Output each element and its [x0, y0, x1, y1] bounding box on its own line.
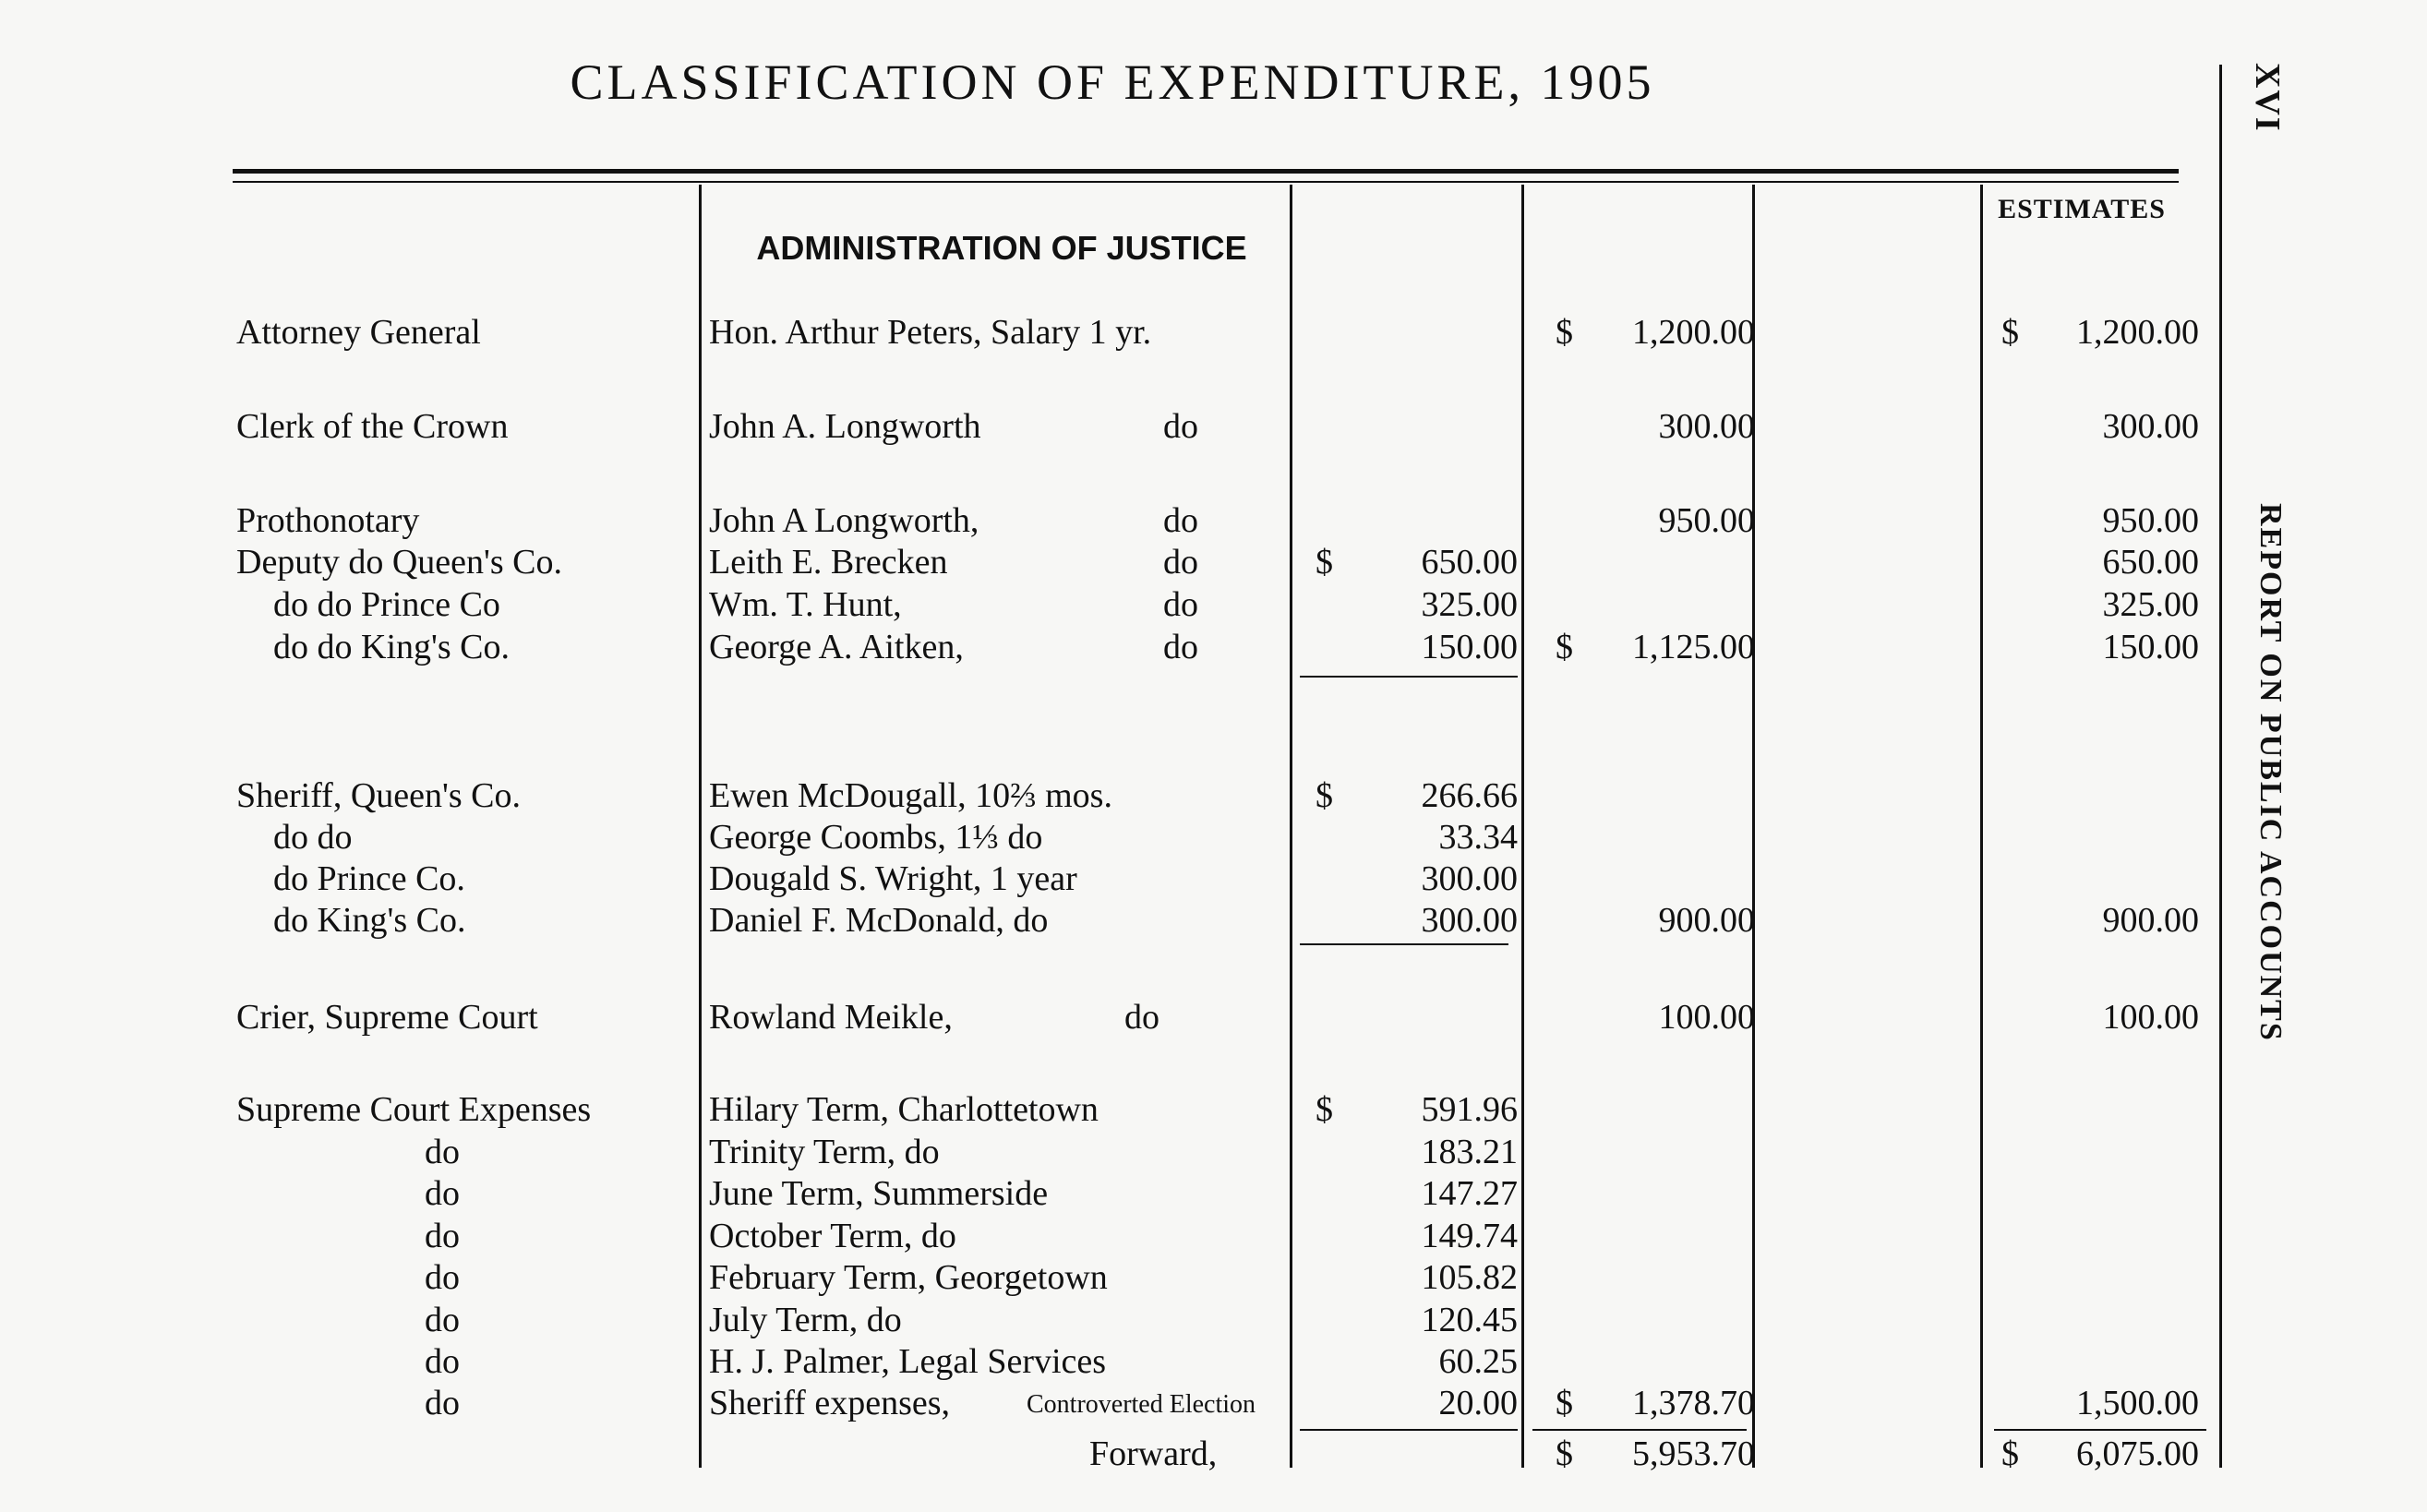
row-payee: Leith E. Brecken [709, 543, 948, 582]
row-note: do [1163, 407, 1198, 446]
row-title: do Prince Co. [273, 859, 465, 898]
row-payee: July Term, do [709, 1301, 902, 1339]
row-payee: October Term, do [709, 1217, 956, 1255]
row-title: Sheriff, Queen's Co. [236, 776, 521, 815]
row-estimate: 1,200.00 [2076, 313, 2199, 352]
row-title: Deputy do Queen's Co. [236, 543, 563, 582]
table-row [0, 627, 2427, 669]
row-amount: 60.25 [1438, 1342, 1518, 1381]
dollar-sign: $ [1556, 1434, 1573, 1473]
table-row [0, 1257, 2427, 1300]
row-subtotal: 950.00 [1658, 501, 1755, 540]
row-estimate: 950.00 [2102, 501, 2199, 540]
row-amount: 650.00 [1421, 543, 1518, 582]
row-payee: Wm. T. Hunt, [709, 585, 902, 624]
row-subtotal: 100.00 [1658, 998, 1755, 1037]
forward-subtotal: 5,953.70 [1632, 1434, 1755, 1473]
row-title: Prothonotary [236, 501, 420, 540]
row-amount: 300.00 [1421, 859, 1518, 898]
row-title: Crier, Supreme Court [236, 998, 538, 1037]
table-row [0, 1341, 2427, 1384]
row-note: Controverted Election [1027, 1390, 1256, 1419]
row-note: do [1124, 998, 1159, 1037]
row-payee: H. J. Palmer, Legal Services [709, 1342, 1107, 1381]
row-payee: Sheriff expenses, [709, 1384, 951, 1422]
row-amount: 150.00 [1421, 628, 1518, 666]
row-title: do [425, 1384, 460, 1422]
row-payee: June Term, Summerside [709, 1174, 1049, 1213]
row-subtotal: 1,200.00 [1632, 313, 1755, 352]
dollar-sign: $ [1556, 1384, 1573, 1422]
table-row [0, 1089, 2427, 1132]
row-title: do do King's Co. [273, 628, 510, 666]
table-row [0, 997, 2427, 1039]
table-row [0, 900, 2427, 942]
table-row [0, 858, 2427, 901]
row-estimate: 150.00 [2102, 628, 2199, 666]
table-row [0, 775, 2427, 818]
table-row [0, 1173, 2427, 1216]
row-title: do [425, 1258, 460, 1297]
table-row [0, 1300, 2427, 1342]
row-amount: 325.00 [1421, 585, 1518, 624]
row-title: do [425, 1174, 460, 1213]
row-note: do [1163, 628, 1198, 666]
table-row [0, 817, 2427, 859]
table-row [0, 500, 2427, 543]
page-title: CLASSIFICATION OF EXPENDITURE, 1905 [570, 54, 1655, 110]
row-amount: 105.82 [1421, 1258, 1518, 1297]
title-rule-thin [233, 181, 2179, 183]
table-row [0, 542, 2427, 584]
row-payee: John A Longworth, [709, 501, 979, 540]
table-row [0, 1383, 2427, 1425]
row-title: do [425, 1217, 460, 1255]
row-title: do King's Co. [273, 901, 466, 940]
dollar-sign: $ [1316, 776, 1333, 815]
row-estimate: 900.00 [2102, 901, 2199, 940]
title-rule-thick [233, 169, 2179, 174]
row-payee: Daniel F. McDonald, do [709, 901, 1049, 940]
row-subtotal: 900.00 [1658, 901, 1755, 940]
row-payee: George A. Aitken, [709, 628, 964, 666]
table-row [0, 584, 2427, 627]
row-amount: 33.34 [1438, 818, 1518, 857]
subtotal-total-rule [1532, 1429, 1747, 1431]
row-note: do [1163, 543, 1198, 582]
row-estimate: 325.00 [2102, 585, 2199, 624]
row-subtotal: 1,378.70 [1632, 1384, 1755, 1422]
row-amount: 120.45 [1421, 1301, 1518, 1339]
row-title: Attorney General [236, 313, 481, 352]
row-payee: John A. Longworth [709, 407, 981, 446]
row-amount: 266.66 [1421, 776, 1518, 815]
forward-estimate: 6,075.00 [2076, 1434, 2199, 1473]
row-amount: 183.21 [1421, 1133, 1518, 1171]
row-payee: Ewen McDougall, 10⅔ mos. [709, 776, 1112, 815]
row-estimate: 100.00 [2102, 998, 2199, 1037]
row-title: do do Prince Co [273, 585, 500, 624]
dollar-sign: $ [1316, 543, 1333, 582]
table-row [0, 1216, 2427, 1258]
row-payee: Trinity Term, do [709, 1133, 940, 1171]
row-amount: 147.27 [1421, 1174, 1518, 1213]
side-label: REPORT ON PUBLIC ACCOUNTS [2253, 503, 2288, 1042]
forward-row [0, 1434, 2427, 1476]
row-note: do [1163, 585, 1198, 624]
dollar-sign: $ [1556, 313, 1573, 352]
dollar-sign: $ [2001, 1434, 2019, 1473]
row-subtotal: 300.00 [1658, 407, 1755, 446]
table-row [0, 312, 2427, 354]
page-number: XVI [2248, 63, 2287, 133]
row-amount: 149.74 [1421, 1217, 1518, 1255]
row-title: Clerk of the Crown [236, 407, 509, 446]
dollar-sign: $ [2001, 313, 2019, 352]
row-amount: 591.96 [1421, 1090, 1518, 1129]
section-heading: ADMINISTRATION OF JUSTICE [756, 229, 1247, 267]
row-title: do [425, 1342, 460, 1381]
row-estimate: 1,500.00 [2076, 1384, 2199, 1422]
row-subtotal: 1,125.00 [1632, 628, 1755, 666]
row-estimate: 650.00 [2102, 543, 2199, 582]
amount-total-rule [1300, 943, 1508, 945]
row-note: do [1163, 501, 1198, 540]
row-title: Supreme Court Expenses [236, 1090, 592, 1129]
amount-total-rule [1300, 676, 1518, 678]
estimate-total-rule [1994, 1429, 2206, 1431]
table-row [0, 406, 2427, 449]
row-amount: 300.00 [1421, 901, 1518, 940]
row-estimate: 300.00 [2102, 407, 2199, 446]
forward-label: Forward, [1089, 1434, 1218, 1473]
row-amount: 20.00 [1438, 1384, 1518, 1422]
table-row [0, 1132, 2427, 1174]
row-payee: Dougald S. Wright, 1 year [709, 859, 1077, 898]
row-title: do [425, 1133, 460, 1171]
dollar-sign: $ [1556, 628, 1573, 666]
amount-total-rule [1300, 1429, 1518, 1431]
dollar-sign: $ [1316, 1090, 1333, 1129]
row-payee: February Term, Georgetown [709, 1258, 1108, 1297]
row-payee: Rowland Meikle, [709, 998, 953, 1037]
estimates-heading: ESTIMATES [1998, 194, 2166, 224]
row-payee: George Coombs, 1⅓ do [709, 818, 1043, 857]
row-payee: Hon. Arthur Peters, Salary 1 yr. [709, 313, 1152, 352]
row-title: do [425, 1301, 460, 1339]
row-payee: Hilary Term, Charlottetown [709, 1090, 1099, 1129]
row-title: do do [273, 818, 353, 857]
